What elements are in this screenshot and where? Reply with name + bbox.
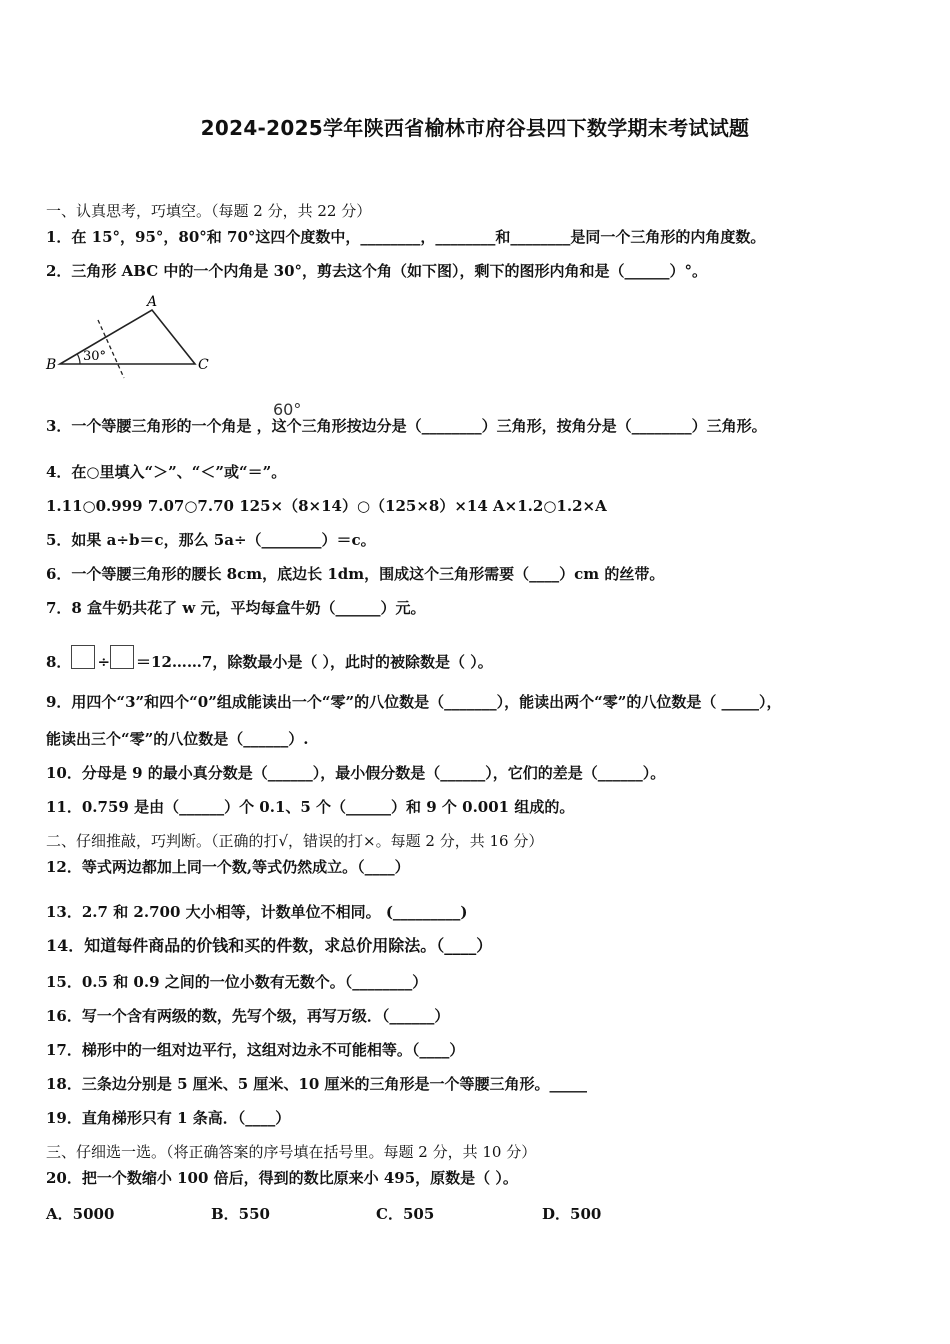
question-5: 5．如果 a÷b＝c，那么 5a÷（________）＝c。 bbox=[46, 531, 376, 549]
section-2-header: 二、仔细推敲，巧判断。（正确的打√，错误的打×。每题 2 分，共 16 分） bbox=[46, 832, 544, 850]
option-c: C．505 bbox=[376, 1205, 435, 1223]
option-d: D．500 bbox=[542, 1205, 602, 1223]
question-9-line-2: 能读出三个“零”的八位数是（______）. bbox=[46, 730, 309, 748]
option-a: A．5000 bbox=[46, 1205, 115, 1223]
blank-box bbox=[71, 645, 95, 669]
question-7: 7．8 盒牛奶共花了 w 元，平均每盒牛奶（______）元。 bbox=[46, 599, 426, 617]
question-8-rest: ＝12……7，除数最小是（ ），此时的被除数是（ ）。 bbox=[136, 653, 493, 671]
angle-label: 30° bbox=[83, 349, 107, 364]
division-sign: ÷ bbox=[97, 653, 111, 671]
question-4-items: 1.11○0.999 7.07○7.70 125×（8×14）○（125×8）×14 A×1.2○1.2×A bbox=[46, 497, 607, 515]
question-4: 4．在○里填入“＞”、“＜”或“＝”。 bbox=[46, 463, 287, 481]
question-17: 17．梯形中的一组对边平行，这组对边永不可能相等。（____） bbox=[46, 1041, 465, 1059]
section-1-header: 一、认真思考，巧填空。（每题 2 分，共 22 分） bbox=[46, 202, 372, 220]
question-8 bbox=[46, 645, 493, 672]
angle-60-label: 60° bbox=[273, 400, 302, 419]
question-15: 15．0.5 和 0.9 之间的一位小数有无数个。（________） bbox=[46, 973, 428, 991]
question-13: 13．2.7 和 2.700 大小相等，计数单位不相同。 (_________) bbox=[46, 903, 468, 921]
question-9-line-1: 9．用四个“3”和四个“0”组成能读出一个“零”的八位数是（_______），能读出两个“零”的八位数是（ _____）， bbox=[46, 693, 782, 711]
question-6: 6．一个等腰三角形的腰长 8cm，底边长 1dm，围成这个三角形需要（____）cm 的丝带。 bbox=[46, 565, 665, 583]
question-14: 14．知道每件商品的价钱和买的件数，求总价用除法。（____） bbox=[46, 936, 493, 955]
question-12: 12．等式两边都加上同一个数,等式仍然成立。（____） bbox=[46, 858, 410, 876]
question-19: 19．直角梯形只有 1 条高．（____） bbox=[46, 1109, 291, 1127]
question-2: 2．三角形 ABC 中的一个内角是 30°，剪去这个角（如下图），剩下的图形内角和是（______）°。 bbox=[46, 262, 708, 280]
section-3-header: 三、仔细选一选。（将正确答案的序号填在括号里。每题 2 分，共 10 分） bbox=[46, 1143, 537, 1161]
question-1: 1．在 15°，95°，80°和 70°这四个度数中，________，________和________是同一个三角形的内角度数。 bbox=[46, 228, 766, 246]
question-18: 18．三条边分别是 5 厘米、5 厘米、10 厘米的三角形是一个等腰三角形。_____ bbox=[46, 1075, 588, 1093]
question-3: 3．一个等腰三角形的一个角是 ，这个三角形按边分是（________）三角形，按角分是（________）三角形。 bbox=[46, 417, 767, 435]
page-title: 2024-2025学年陕西省榆林市府谷县四下数学期末考试试题 bbox=[200, 116, 750, 140]
option-b: B．550 bbox=[211, 1205, 270, 1223]
question-16: 16．写一个含有两级的数，先写个级，再写万级．（______） bbox=[46, 1007, 450, 1025]
question-8-number: 8． bbox=[46, 653, 72, 671]
question-10: 10．分母是 9 的最小真分数是（______），最小假分数是（______），它们的差是（______）。 bbox=[46, 764, 666, 782]
vertex-b-label: B bbox=[46, 357, 57, 373]
vertex-c-label: C bbox=[198, 357, 209, 373]
triangle-figure bbox=[40, 290, 220, 380]
question-20: 20．把一个数缩小 100 倍后，得到的数比原来小 495，原数是（ ）。 bbox=[46, 1169, 518, 1187]
vertex-a-label: A bbox=[147, 294, 158, 310]
question-11: 11．0.759 是由（______）个 0.1、5 个（______）和 9 个 0.001 组成的。 bbox=[46, 798, 575, 816]
blank-box bbox=[110, 645, 134, 669]
